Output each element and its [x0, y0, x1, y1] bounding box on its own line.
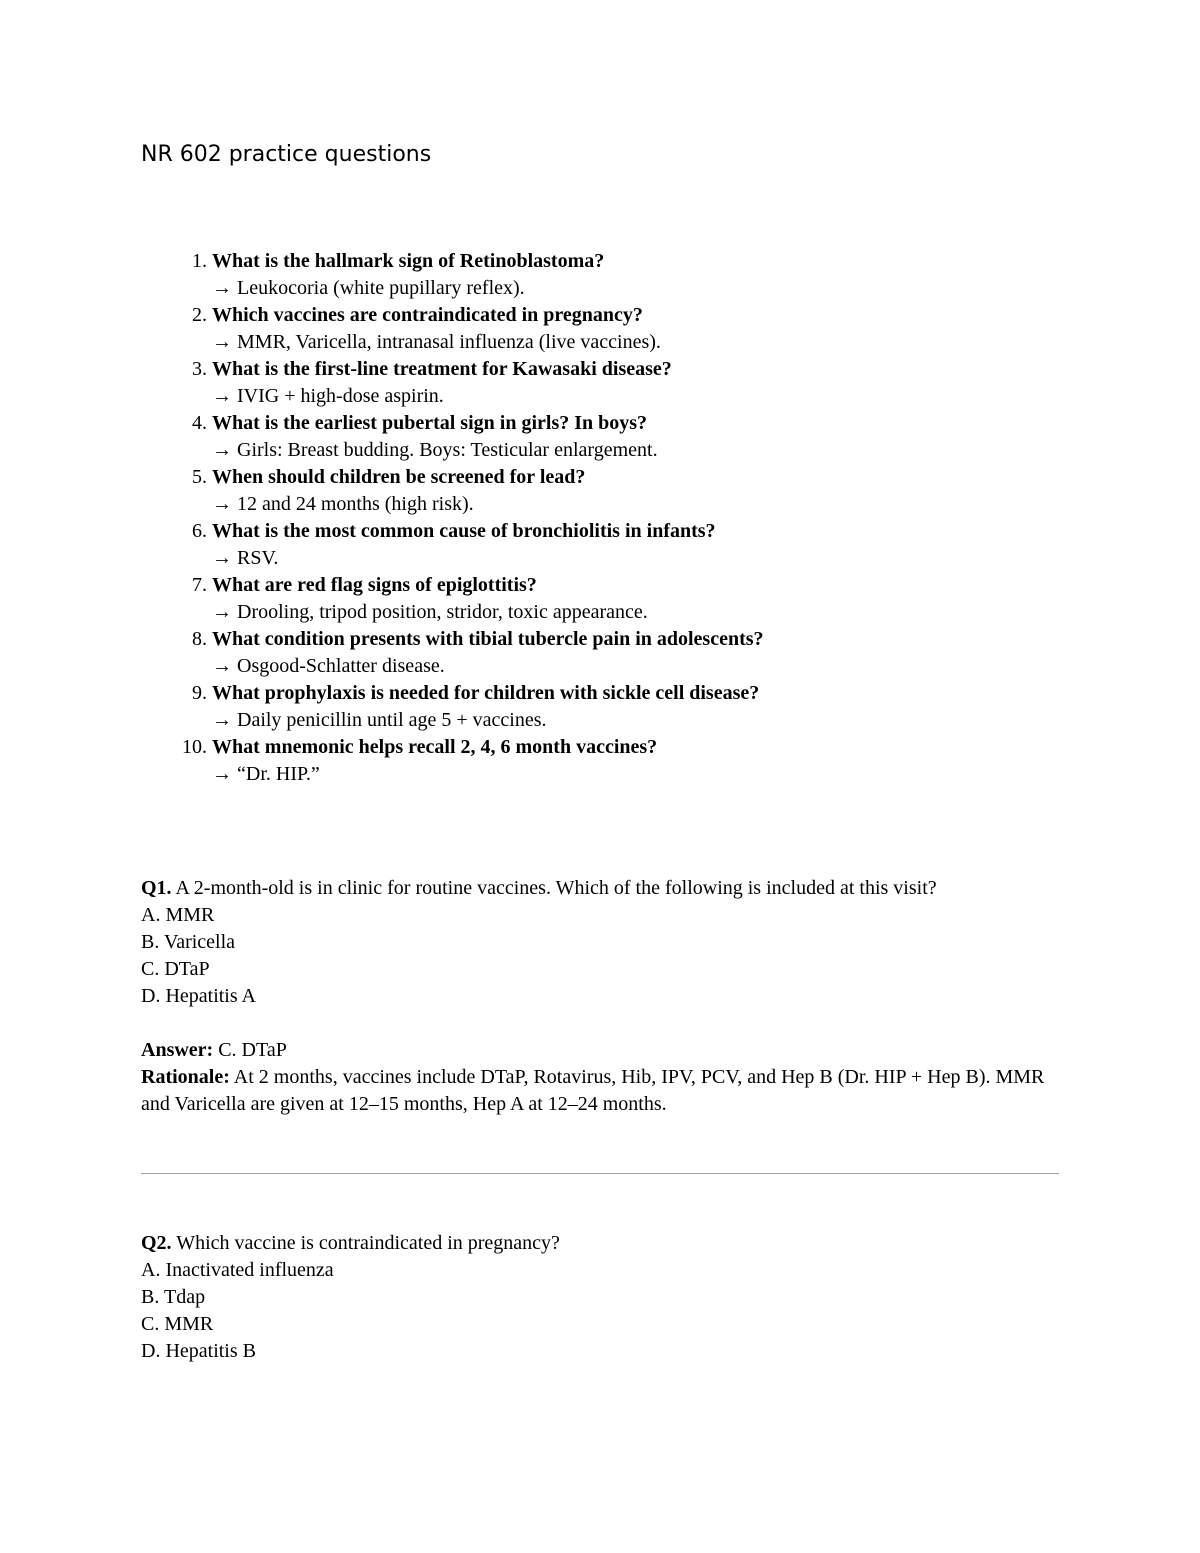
list-item	[192, 518, 764, 572]
arrow-icon: →	[212, 331, 232, 353]
arrow-icon: →	[212, 439, 232, 461]
answer-line	[212, 437, 764, 464]
answer-text: RSV.	[237, 547, 279, 569]
item-number: 9.	[192, 682, 207, 704]
answer-line	[212, 545, 764, 572]
option-c: C. MMR	[141, 1313, 214, 1335]
question-text: What is the earliest pubertal sign in girls? In boys?	[212, 412, 648, 434]
answer-text: Daily penicillin until age 5 + vaccines.	[237, 709, 547, 731]
list-item	[192, 356, 764, 410]
answer-line	[212, 653, 764, 680]
question-block-q1	[141, 875, 1066, 1118]
answer-line	[212, 383, 764, 410]
question-text: What condition presents with tibial tubercle pain in adolescents?	[212, 628, 764, 650]
arrow-icon: →	[212, 763, 232, 785]
item-number: 1.	[192, 250, 207, 272]
arrow-icon: →	[212, 385, 232, 407]
item-number: 8.	[192, 628, 207, 650]
arrow-icon: →	[212, 709, 232, 731]
question-stem-text: A 2-month-old is in clinic for routine vaccines. Which of the following is included at this visit?	[175, 877, 937, 899]
answer-text: Leukocoria (white pupillary reflex).	[237, 277, 525, 299]
answer-label: Answer:	[141, 1039, 214, 1061]
rationale	[141, 1064, 1066, 1118]
option-a: A. Inactivated influenza	[141, 1259, 334, 1281]
list-item	[182, 734, 764, 788]
answer-line	[212, 329, 764, 356]
answer-text: MMR, Varicella, intranasal influenza (live vaccines).	[237, 331, 661, 353]
list-item	[192, 410, 764, 464]
question-stem-text: Which vaccine is contraindicated in pregnancy?	[176, 1232, 560, 1254]
answer-value: C. DTaP	[218, 1039, 287, 1061]
item-number: 4.	[192, 412, 207, 434]
option-b: B. Varicella	[141, 931, 236, 953]
question-text: What is the most common cause of bronchiolitis in infants?	[212, 520, 716, 542]
list-item	[192, 626, 764, 680]
option-c: C. DTaP	[141, 958, 210, 980]
option-a: A. MMR	[141, 904, 215, 926]
rationale-text: At 2 months, vaccines include DTaP, Rotavirus, Hib, IPV, PCV, and Hep B (Dr. HIP + Hep B). MMR and Varicella are given at 12–15 months, Hep A at 12–24 months.	[141, 1066, 1045, 1115]
rationale-label: Rationale:	[141, 1066, 230, 1088]
option-d: D. Hepatitis A	[141, 985, 256, 1007]
question-text: What mnemonic helps recall 2, 4, 6 month vaccines?	[212, 736, 658, 758]
option-b: B. Tdap	[141, 1286, 206, 1308]
practice-question-list	[182, 248, 764, 788]
arrow-icon: →	[212, 601, 232, 623]
answer-line	[212, 707, 764, 734]
arrow-icon: →	[212, 493, 232, 515]
question-label: Q2.	[141, 1232, 172, 1254]
answer-line	[212, 761, 764, 788]
answer-line	[212, 491, 764, 518]
item-number: 3.	[192, 358, 207, 380]
answer-block	[141, 1037, 1066, 1118]
question-block-q2	[141, 1230, 1066, 1365]
list-item	[192, 248, 764, 302]
question-text: What is the first-line treatment for Kawasaki disease?	[212, 358, 672, 380]
horizontal-divider	[141, 1173, 1059, 1174]
item-number: 2.	[192, 304, 207, 326]
question-text: What prophylaxis is needed for children with sickle cell disease?	[212, 682, 760, 704]
list-item	[192, 302, 764, 356]
arrow-icon: →	[212, 655, 232, 677]
question-stem	[141, 1230, 1066, 1257]
question-text: Which vaccines are contraindicated in pregnancy?	[212, 304, 643, 326]
item-number: 5.	[192, 466, 207, 488]
question-label: Q1.	[141, 877, 172, 899]
question-text: What is the hallmark sign of Retinoblastoma?	[212, 250, 605, 272]
question-text: What are red flag signs of epiglottitis?	[212, 574, 537, 596]
list-item	[192, 680, 764, 734]
question-stem	[141, 875, 1066, 902]
list-item	[192, 572, 764, 626]
answer-text: Osgood-Schlatter disease.	[237, 655, 445, 677]
answer-line	[212, 599, 764, 626]
answer-text: 12 and 24 months (high risk).	[237, 493, 474, 515]
arrow-icon: →	[212, 547, 232, 569]
list-item	[192, 464, 764, 518]
answer-text: “Dr. HIP.”	[237, 763, 320, 785]
item-number: 6.	[192, 520, 207, 542]
option-d: D. Hepatitis B	[141, 1340, 256, 1362]
answer-text: Girls: Breast budding. Boys: Testicular enlargement.	[237, 439, 658, 461]
question-text: When should children be screened for lead?	[212, 466, 586, 488]
document-title: NR 602 practice questions	[141, 142, 432, 167]
answer-line	[141, 1037, 1066, 1064]
arrow-icon: →	[212, 277, 232, 299]
answer-text: IVIG + high-dose aspirin.	[237, 385, 444, 407]
answer-text: Drooling, tripod position, stridor, toxic appearance.	[237, 601, 648, 623]
item-number: 10.	[182, 736, 207, 758]
item-number: 7.	[192, 574, 207, 596]
answer-line	[212, 275, 764, 302]
